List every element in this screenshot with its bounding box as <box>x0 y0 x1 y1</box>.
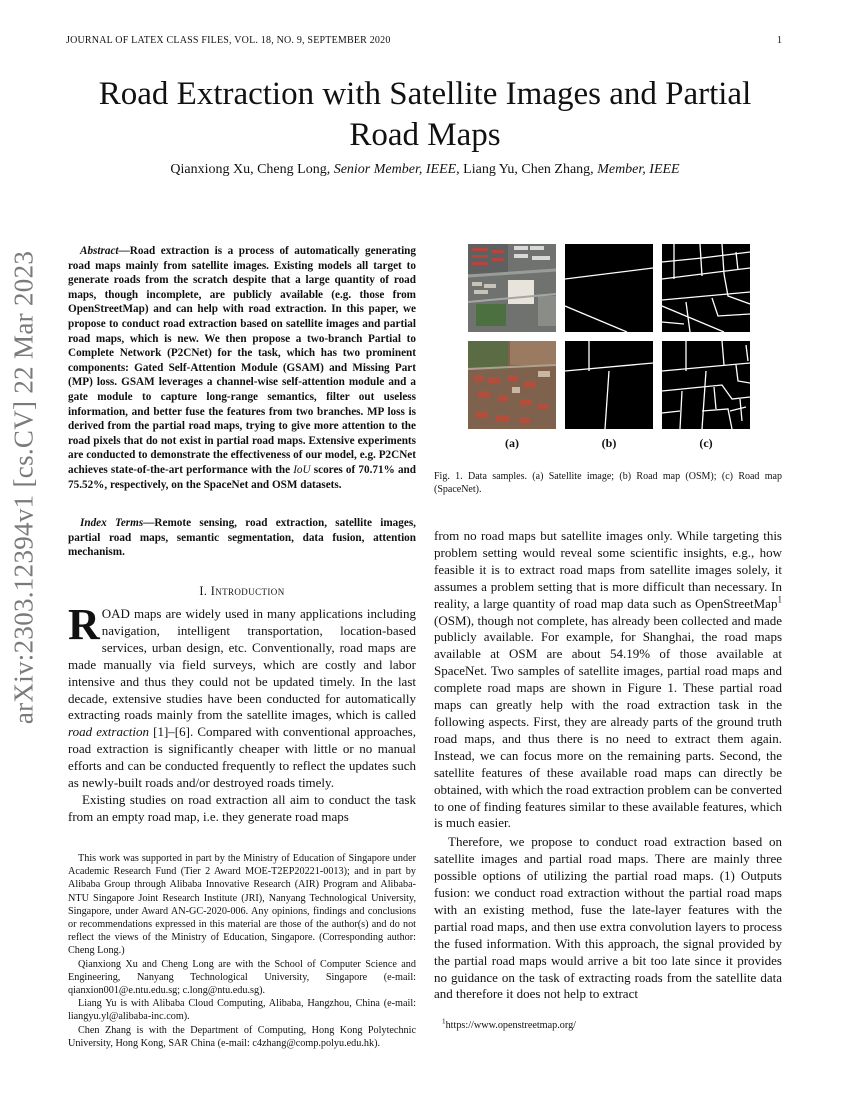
section-title: Introduction <box>210 584 285 598</box>
index-terms <box>68 516 416 560</box>
footnote-affiliation-2: Liang Yu is with Alibaba Cloud Computing, Alibaba, Hangzhou, China (e-mail: liangyu.yl@alibaba-inc.com). <box>68 998 416 1023</box>
abstract <box>68 244 416 492</box>
abstract-text-end: scores of 70.71% and 75.52%, respectively, on the SpaceNet and OSM datasets. <box>68 463 416 491</box>
index-terms-text: —Remote sensing, road extraction, satellite images, partial road maps, semantic segmentation, data fusion, attention mechanism. <box>68 517 416 559</box>
abstract-label: Abstract <box>80 245 119 257</box>
paper-title: Road Extraction with Satellite Images and Partial Road Maps <box>98 76 752 153</box>
intro-p1-emphasis: road extraction <box>68 724 149 740</box>
satellite-image-1 <box>468 244 556 332</box>
intro-p1-b: [1]–[6]. Compared with conventional approaches, road extraction is significantly cheaper with little or no manual efforts and can be conducted frequently to reflect the updates such as newly-built roads and/or destroyed roads timely. <box>68 724 416 791</box>
abstract-iou: IoU <box>293 463 311 476</box>
footnote-url-number: 1 <box>442 1017 446 1026</box>
index-terms-label: Index Terms <box>80 517 144 529</box>
footnote-url-text: https://www.openstreetmap.org/ <box>445 1020 576 1031</box>
footnote-marker: 1 <box>777 594 782 605</box>
subfigure-label-b: (b) <box>601 436 617 450</box>
footnote-affiliation-1: Qianxiong Xu and Cheng Long are with the School of Computer Science and Engineering, Nanyang Technological University, Singapore (e-mail: qianxion001@e.ntu.edu.sg; c.long@ntu.edu.sg). <box>68 958 416 997</box>
arxiv-stamp: arXiv:2303.12394v1 [cs.CV] 22 Mar 2023 <box>8 250 39 725</box>
footnotes-left <box>68 852 416 1050</box>
footnote-affiliation-3: Chen Zhang is with the Department of Computing, Hong Kong Polytechnic University, Hong Kong, SAR China (e-mail: c4zhang@comp.polyu.edu.hk). <box>68 1024 416 1049</box>
road-map-spacenet-2 <box>662 341 750 429</box>
intro-p1-a: OAD maps are widely used in many applications including navigation, intelligent transportation, location-based services, urban design, etc. Conventionally, road maps are made manually via field surveys, which are costly and labor intensive and thus they could not be updated timely. In the last decade, extensive studies have been conducted for automatically extracting roads mainly from the satellite images, which is called <box>68 606 416 723</box>
footnote-funding: This work was supported in part by the Ministry of Education of Singapore under Academic Research Fund (Tier 2 Award MOE-T2EP20221-0013); and in part by Alibaba Group through Alibaba Innovative Research (AIR) Program and Alibaba-NTU Singapore Joint Research Institute (JRI), Nanyang Technological University, Singapore, under Award AN-GC-2020-006. Any opinions, findings and conclusions or recommendations expressed in this material are those of the author(s) and do not reflect the views of the Ministry of Education, Singapore. (Corresponding author: Cheng Long.) <box>68 853 416 957</box>
subfigure-label-c: (c) <box>699 436 713 450</box>
right-column-text <box>434 528 782 1003</box>
author-names-2: , Liang Yu, Chen Zhang, <box>456 162 598 177</box>
section-number: I. <box>199 584 211 598</box>
figure-caption: Fig. 1. Data samples. (a) Satellite image; (b) Road map (OSM); (c) Road map (SpaceNet). <box>434 471 782 495</box>
footnote-url <box>442 1017 576 1031</box>
road-map-osm-2 <box>565 341 653 429</box>
subfigure-label-a: (a) <box>505 436 519 450</box>
right-p1-b: (OSM), though not complete, has already been collected and made publicly available. For example, for Shanghai, the road maps available at OSM are about 54.19% of those available at SpaceNet. Two samples of satellite images, partial road maps and complete road maps are shown in Figure 1. These partial road maps can greatly help with the road extraction task in the following aspects. First, they are already parts of the ground truth road maps, and thus there is no need to extract them again. Instead, we can focus more on the remaining parts. Second, the satellite features of these available road maps can directly be obtained, with which the road extraction problem can be converted to one of finding features similar to these available features, which is much easier. <box>434 612 782 831</box>
author-role-1: Senior Member, IEEE <box>333 162 457 177</box>
drop-cap: R <box>68 600 100 649</box>
author-names-1: Qianxiong Xu, Cheng Long, <box>170 162 334 177</box>
page-number: 1 <box>777 35 782 46</box>
right-p1-a: from no road maps but satellite images only. While targeting this problem setting would reveal some scientific insights, e.g., how feasible it is to extract road maps from satellite images solely, it assumes a problem setting that is more difficult than necessary. In reality, a large quantity of road map data such as OpenStreetMap <box>434 528 782 611</box>
satellite-image-2 <box>468 341 556 429</box>
introduction-text <box>68 600 416 826</box>
right-paragraph-1 <box>434 528 782 832</box>
section-heading <box>68 584 416 599</box>
intro-p2: Existing studies on road extraction all aim to conduct the task from an empty road map, i.e. they generate road maps <box>68 791 416 824</box>
road-map-osm-1 <box>565 244 653 332</box>
author-role-2: Member, IEEE <box>597 162 680 177</box>
running-head: JOURNAL OF LATEX CLASS FILES, VOL. 18, NO. 9, SEPTEMBER 2020 <box>66 35 391 46</box>
author-list <box>60 162 790 178</box>
right-paragraph-2: Therefore, we propose to conduct road extraction based on satellite images and partial road maps. There are mainly three possible options of utilizing the partial road maps. (1) Outputs fusion: we conduct road extraction without the partial road maps with an existing method, fuse the late-layer features with the partial road maps, and then use extra convolution layers to process the fused information. With this approach, the signal provided by the partial road maps would arrive a bit too late since it provides no guidance on the task of extracting roads from the satellite data and therefore it does not help to extract <box>434 834 782 1002</box>
abstract-text: —Road extraction is a process of automatically generating road maps mainly from satellite images. Existing models all target to generate roads from the scratch despite that a large quantity of road maps, though incomplete, are publicly available (e.g. those from OpenStreetMap) and can help with road extraction. In this paper, we propose to conduct road extraction based on satellite images and partial road maps, which is new. We then propose a two-branch Partial to Complete Network (P2CNet) for the task, which has two prominent components: Gated Self-Attention Module (GSAM) and Missing Part (MP) loss. GSAM leverages a channel-wise self-attention module and a gate module to capture long-range semantics, filter out useless information, and better fuse the features from two branches. MP loss is derived from the partial road maps, trying to give more attention to the road pixels that do not exist in partial road maps. Extensive experiments are conducted to demonstrate the effectiveness of our model, e.g. P2CNet achieves state-of-the-art performance with the <box>68 245 416 476</box>
road-map-spacenet-1 <box>662 244 750 332</box>
